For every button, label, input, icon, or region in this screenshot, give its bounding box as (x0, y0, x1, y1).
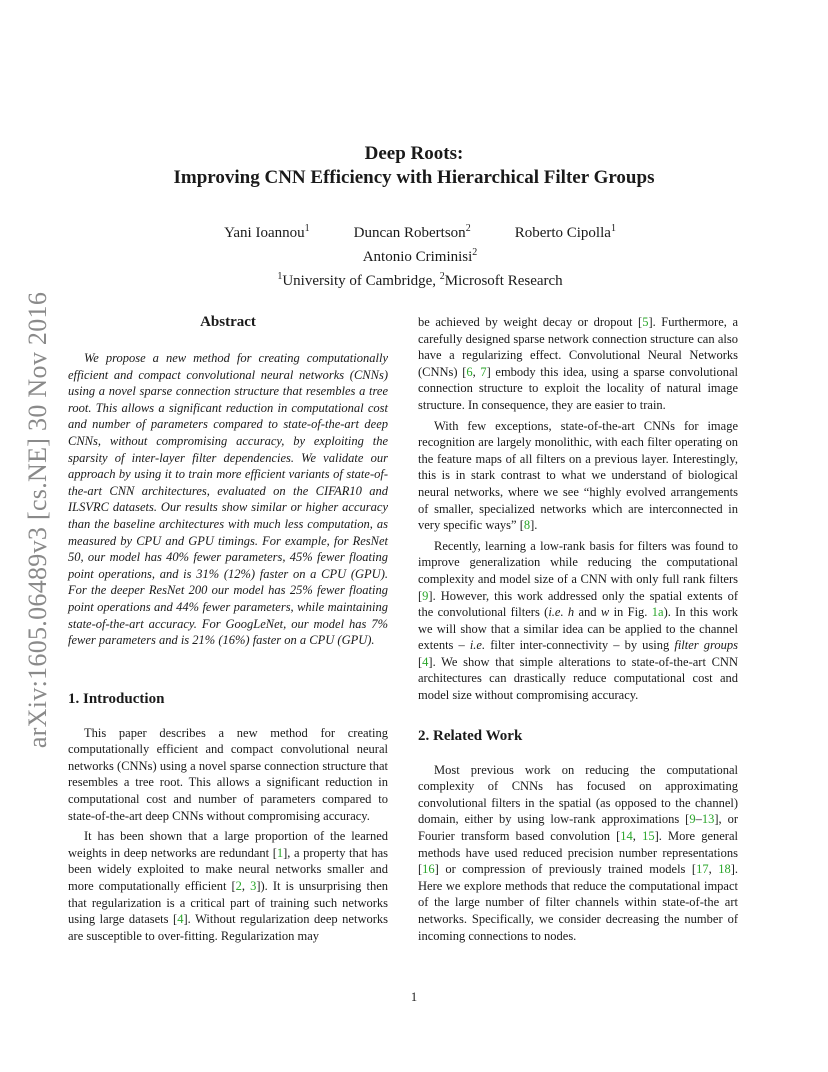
page-number: 1 (410, 990, 418, 1004)
related-paragraph-1: Most previous work on reducing the computational complexity of CNNs has focused on approximating convolutional filters in the spatial (as opposed to the channel) domain, either by using low-rank approximations [9–13], or Fourier transform based convolution [14, 15]. More general methods have used reduced precision number representations [16] or compression of previously trained models [17, 18]. Here we explore methods that reduce the computational impact of the large number of filter channels within state-of-the art networks. Specifically, we consider decreasing the number of incoming connections to nodes. (418, 762, 738, 943)
left-column (68, 312, 388, 948)
intro-paragraph-5: Recently, learning a low-rank basis for filters was found to improve generalization while reducing the computational complexity and model size of a CNN with only full rank filters [9]. However, this work addressed only the spatial extents of the convolutional filters (i.e. h and w in Fig. 1a). In this work we will show that a similar idea can be applied to the channel extents – i.e. filter inter-connectivity – by using filter groups [4]. We show that simple alterations to state-of-the-art CNN architectures can drastically reduce computational cost and model size without compromising accuracy. (418, 538, 738, 703)
abstract-body: We propose a new method for creating computationally efficient and compact convolutional neural networks (CNNs) using a novel sparse connection structure that resembles a tree root. This allows a significant reduction in computational cost and number of parameters compared to state-of-the-art deep CNNs, without compromising accuracy, by exploiting the sparsity of inter-layer filter dependencies. We validate our approach by using it to train more efficient variants of state-of-the-art CNN architectures, evaluated on the CIFAR10 and ILSVRC datasets. Our results show similar or higher accuracy than the baseline architectures with much less computation, as measured by CPU and GPU timings. For example, for ResNet 50, our model has 40% fewer parameters, 45% fewer floating point operations, and is 31% (12%) faster on a CPU (GPU). For the deeper ResNet 200 our model has 25% fewer floating point operations and 44% fewer parameters, while maintaining state-of-the-art accuracy. For GoogLeNet, our model has 7% fewer parameters and is 21% (16%) faster on a CPU (GPU). (68, 351, 388, 648)
citation-link[interactable]: 9 (689, 812, 696, 827)
citation-link[interactable]: 5 (642, 315, 649, 329)
related-work-section (418, 726, 738, 945)
author-1-name: Yani Ioannou (224, 225, 305, 241)
author-2 (354, 219, 471, 243)
citation-link[interactable]: 2 (235, 879, 242, 894)
citation-link[interactable]: 16 (422, 862, 435, 877)
intro-heading: 1. Introduction (68, 690, 165, 707)
citation-link[interactable]: 8 (523, 518, 531, 533)
author-1 (224, 219, 310, 243)
figure-link[interactable]: 1a (651, 605, 664, 620)
citation-link[interactable]: 4 (177, 912, 184, 927)
citation-link[interactable]: 18 (718, 862, 731, 877)
author-3 (515, 219, 616, 243)
arxiv-id: arXiv:1605.06489v3 [cs.NE] 30 Nov 2016 (23, 291, 53, 749)
author-4 (120, 243, 720, 267)
author-block (120, 219, 720, 291)
title-line-2: Improving CNN Efficiency with Hierarchical Filter Groups (173, 167, 655, 188)
citation-link[interactable]: 6 (466, 364, 473, 379)
author-2-name: Duncan Robertson (353, 225, 466, 241)
related-work-heading: 2. Related Work (418, 727, 523, 744)
author-row (120, 219, 720, 243)
affiliation-1: University of Cambridge, (282, 273, 440, 289)
citation-link[interactable]: 7 (480, 364, 487, 379)
citation-link[interactable]: 17 (696, 862, 709, 877)
author-2-affil: 2 (465, 223, 471, 234)
intro-paragraph-3: be achieved by weight decay or dropout [5]. Furthermore, a carefully designed sparse network connection structure can also have a regularizing effect. Convolutional Neural Networks (CNNs) [6, 7] embody this idea, using a sparse convolutional connection structure to exploit the locality of natural image structure. In consequence, they are easier to train. (418, 315, 739, 412)
author-4-name: Antonio Criminisi (362, 249, 473, 265)
right-column (418, 314, 738, 948)
title-line-1: Deep Roots: (364, 143, 464, 164)
citation-link[interactable]: 14 (620, 829, 633, 844)
citation-link[interactable]: 9 (422, 588, 429, 603)
affiliation-2-marker: 2 (439, 271, 445, 282)
paper-title (0, 142, 828, 190)
affiliations (120, 267, 720, 291)
citation-link[interactable]: 13 (701, 812, 715, 827)
arxiv-sidebar-stamp (18, 280, 58, 760)
author-3-name: Roberto Cipolla (514, 225, 611, 241)
affiliation-1-marker: 1 (277, 271, 283, 282)
intro-paragraph-1: This paper describes a new method for creating computationally efficient and compact convolutional neural networks (CNNs) using a novel sparse connection structure that resembles a tree root. This allows a significant reduction in computational cost and number of parameters compared to state-of-the-art deep CNNs without compromising accuracy. (68, 725, 388, 823)
author-1-affil: 1 (304, 223, 310, 234)
abstract-heading: Abstract (200, 314, 256, 330)
citation-link[interactable]: 4 (422, 654, 429, 669)
author-3-affil: 1 (610, 223, 616, 234)
citation-link[interactable]: 1 (276, 845, 284, 860)
intro-paragraph-4: With few exceptions, state-of-the-art CNNs for image recognition are largely monolithic, with each filter operating on the feature maps of all filters on a previous layer. Interestingly, this is in stark contrast to what we understand of biological neural networks, where we see “highly evolved arrangements of smaller, specialized networks which are interconnected in very specific ways” [8]. (418, 418, 738, 533)
author-4-affil: 2 (472, 247, 478, 258)
citation-link[interactable]: 3 (250, 879, 257, 894)
intro-paragraph-2: It has been shown that a large proportion of the learned weights in deep networks are redundant [1], a property that has been widely exploited to make neural networks smaller and more computationally efficient [2, 3]). It is unsurprising then that regularization is a critical part of training such networks using large datasets [4]. Without regularization deep networks are susceptible to over-fitting. Regularization may (68, 829, 389, 943)
citation-link[interactable]: 15 (642, 829, 655, 844)
affiliation-2: Microsoft Research (444, 273, 563, 289)
